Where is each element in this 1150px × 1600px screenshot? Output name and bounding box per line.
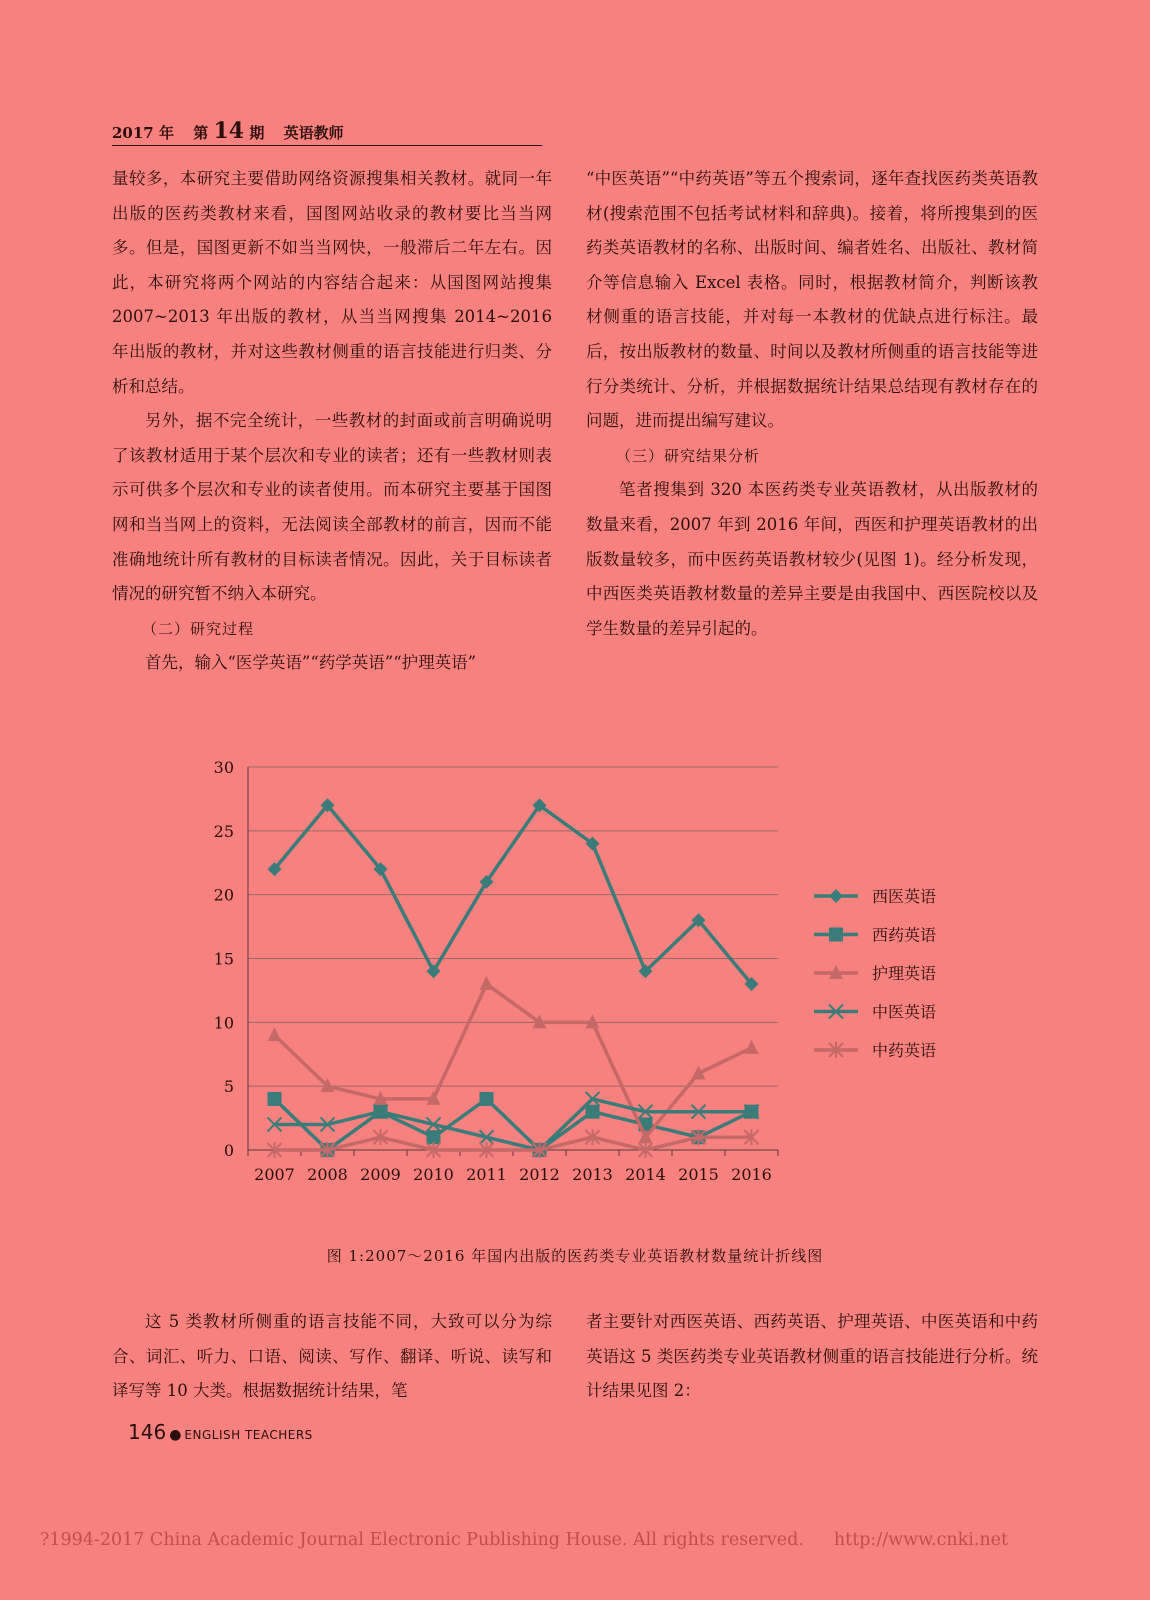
header-journal: 英语教师 bbox=[283, 124, 344, 142]
y-tick-label: 15 bbox=[213, 949, 234, 969]
x-tick-label: 2007 bbox=[254, 1165, 295, 1184]
legend-label: 中药英语 bbox=[872, 1041, 937, 1060]
paragraph: 这 5 类教材所侧重的语言技能不同，大致可以分为综合、词汇、听力、口语、阅读、写作、翻译、听说、读写和译写等 10 大类。根据数据统计结果，笔 bbox=[112, 1312, 552, 1401]
figure-caption: 图 1:2007～2016 年国内出版的医药类专业英语教材数量统计折线图 bbox=[326, 1247, 824, 1265]
legend-label: 护理英语 bbox=[872, 964, 937, 983]
journal-name-en: ENGLISH TEACHERS bbox=[184, 1428, 313, 1442]
x-tick-label: 2012 bbox=[519, 1165, 560, 1184]
x-tick-label: 2013 bbox=[572, 1165, 613, 1184]
page-number: 146 bbox=[128, 1420, 167, 1444]
header-issue: 第 14 期 bbox=[193, 118, 265, 144]
y-tick-label: 10 bbox=[213, 1013, 234, 1033]
series-line-3 bbox=[275, 984, 752, 1137]
data-point-3 bbox=[268, 1027, 282, 1041]
x-tick-label: 2015 bbox=[678, 1165, 719, 1184]
legend-marker bbox=[829, 928, 843, 942]
y-tick-label: 0 bbox=[223, 1141, 234, 1160]
legend-label: 西医英语 bbox=[872, 887, 937, 906]
data-point-3 bbox=[745, 1040, 759, 1054]
paragraph: 首先，输入“医学英语”“药学英语”“护理英语” bbox=[145, 653, 477, 673]
paragraph: “中医英语”“中药英语”等五个搜索词，逐年查找医药类英语教材(搜索范围不包括考试材料和辞典)。接着，将所搜集到的医药类英语教材的名称、出版时间、编者姓名、出版社、教材简介等信息输入 Excel 表格。同时，根据教材简介，判断该教材侧重的语言技能，并对每一本教材的优缺点进行标注。最后，按出版教材的数量、时间以及教材所侧重的语言技能等进行分类统计、分析，并根据数据统计结果总结现有教材存在的问题，进而提出编写建议。 bbox=[586, 169, 1038, 431]
x-tick-label: 2014 bbox=[625, 1165, 666, 1184]
data-point-2 bbox=[480, 1092, 494, 1106]
copyright-notice bbox=[40, 1530, 1140, 1550]
copyright-url[interactable]: http://www.cnki.net bbox=[833, 1530, 1009, 1550]
data-point-2 bbox=[586, 1105, 600, 1119]
footer-dot-icon: ● bbox=[169, 1427, 182, 1443]
section-heading: （二）研究过程 bbox=[142, 619, 255, 638]
paragraph: 另外，据不完全统计，一些教材的封面或前言明确说明了该教材适用于某个层次和专业的读者；还有一些教材则表示可供多个层次和专业的读者使用。而本研究主要基于国图网和当当网上的资料，无法阅读全部教材的前言，因而不能准确地统计所有教材的目标读者情况。因此，关于目标读者情况的研究暂不纳入本研究。 bbox=[112, 411, 552, 604]
text-column-right-bottom bbox=[586, 1305, 1038, 1409]
paragraph: 笔者搜集到 320 本医药类专业英语教材，从出版教材的数量来看，2007 年到 2016 年间，西医和护理英语教材的出版数量较多，而中医药英语教材较少(见图 1)。经分析发现，中西医类英语教材数量的差异主要是由我国中、西医院校以及学生数量的差异引起的。 bbox=[586, 480, 1038, 638]
data-point-2 bbox=[268, 1092, 282, 1106]
header-year: 2017 年 bbox=[112, 124, 174, 142]
paragraph: 者主要针对西医英语、西药英语、护理英语、中医英语和中药英语这 5 类医药类专业英语教材侧重的语言技能进行分析。统计结果见图 2： bbox=[586, 1312, 1038, 1401]
y-tick-label: 30 bbox=[213, 758, 234, 777]
page-footer bbox=[128, 1420, 313, 1444]
legend-label: 西药英语 bbox=[872, 925, 937, 945]
x-tick-label: 2010 bbox=[413, 1165, 454, 1184]
x-tick-label: 2009 bbox=[360, 1165, 401, 1184]
x-tick-label: 2016 bbox=[731, 1165, 772, 1184]
y-tick-label: 25 bbox=[213, 821, 234, 841]
y-tick-label: 20 bbox=[213, 885, 234, 905]
x-tick-label: 2011 bbox=[466, 1165, 507, 1184]
x-tick-label: 2008 bbox=[307, 1165, 348, 1184]
y-tick-label: 5 bbox=[223, 1077, 234, 1097]
legend-marker bbox=[829, 889, 843, 903]
paragraph: 量较多，本研究主要借助网络资源搜集相关教材。就同一年出版的医药类教材来看，国图网站收录的教材要比当当网多。但是，国图更新不如当当网快，一般滞后二年左右。因此，本研究将两个网站的内容结合起来：从国图网站搜集 2007~2013 年出版的教材，从当当网搜集 2014~2016 年出版的教材，并对这些教材侧重的语言技能进行归类、分析和总结。 bbox=[112, 169, 552, 396]
section-heading: （三）研究结果分析 bbox=[616, 446, 761, 465]
copyright-text: ?1994-2017 China Academic Journal Electronic Publishing House. All rights reserved. bbox=[40, 1530, 804, 1550]
legend-label: 中医英语 bbox=[872, 1002, 937, 1022]
text-column-left-bottom bbox=[112, 1305, 552, 1409]
data-point-3 bbox=[480, 976, 494, 990]
